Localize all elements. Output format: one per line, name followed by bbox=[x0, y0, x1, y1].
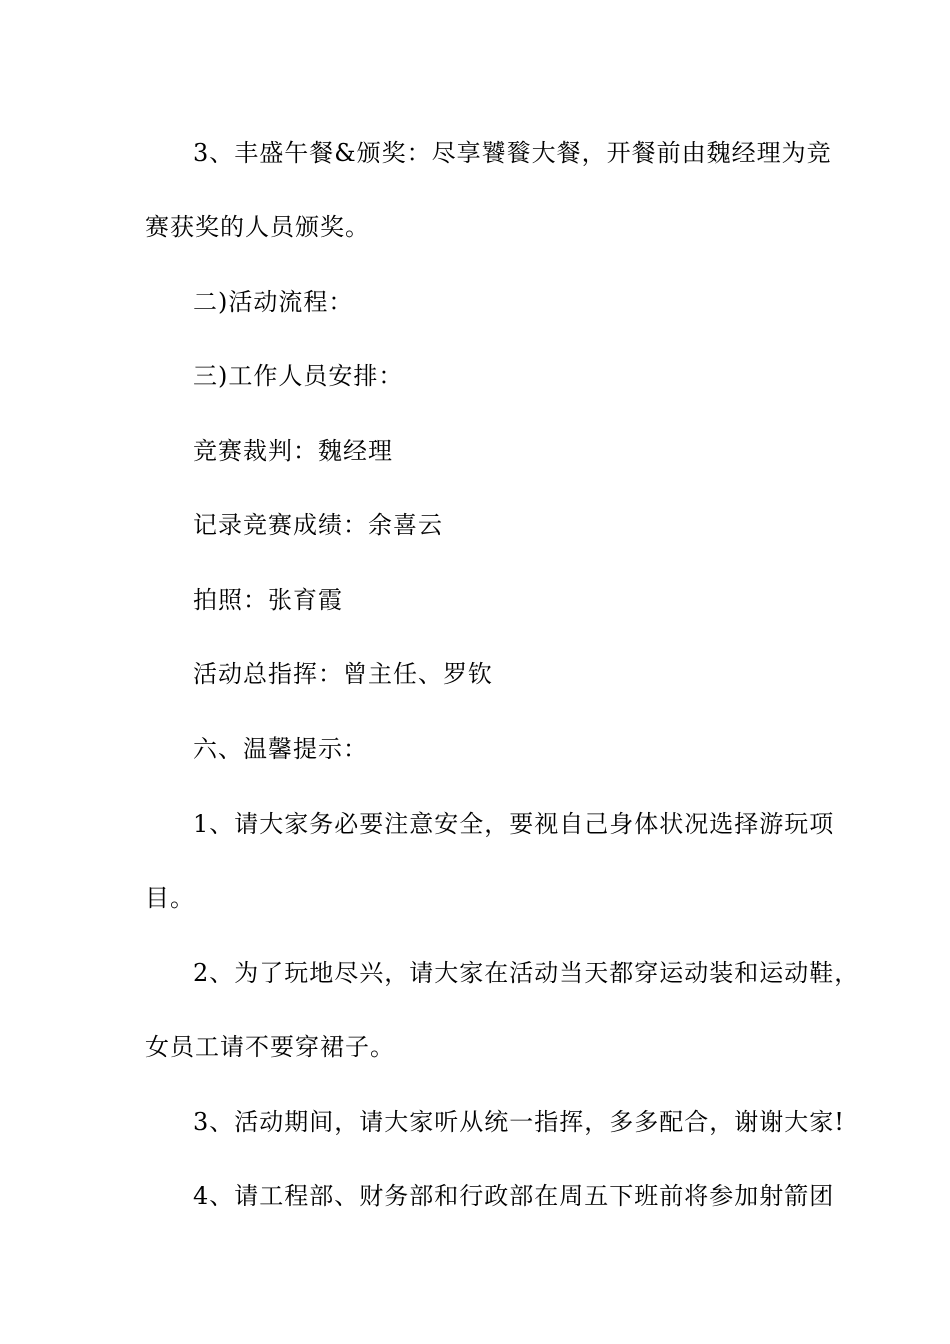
paragraph-line: 赛获奖的人员颁奖。 bbox=[145, 213, 370, 241]
staff-line: 记录竞赛成绩：余喜云 bbox=[193, 511, 443, 539]
paragraph-line: 1、请大家务必要注意安全，要视自己身体状况选择游玩项 bbox=[193, 810, 835, 838]
staff-line: 竞赛裁判：魏经理 bbox=[193, 437, 393, 465]
paragraph-line: 3、活动期间，请大家听从统一指挥，多多配合，谢谢大家! bbox=[193, 1108, 845, 1136]
paragraph-line: 2、为了玩地尽兴，请大家在活动当天都穿运动装和运动鞋， bbox=[193, 959, 860, 987]
paragraph-line: 女员工请不要穿裙子。 bbox=[145, 1033, 395, 1061]
section-heading: 六、温馨提示： bbox=[193, 735, 368, 763]
paragraph-line: 3、丰盛午餐&颁奖：尽享饕餮大餐，开餐前由魏经理为竞 bbox=[193, 139, 832, 167]
paragraph-line: 目。 bbox=[145, 884, 195, 912]
section-heading: 二)活动流程： bbox=[193, 288, 354, 316]
section-heading: 三)工作人员安排： bbox=[193, 362, 404, 390]
staff-line: 拍照：张育霞 bbox=[193, 586, 343, 614]
staff-line: 活动总指挥：曾主任、罗钦 bbox=[193, 660, 493, 688]
paragraph-line: 4、请工程部、财务部和行政部在周五下班前将参加射箭团 bbox=[193, 1182, 835, 1210]
